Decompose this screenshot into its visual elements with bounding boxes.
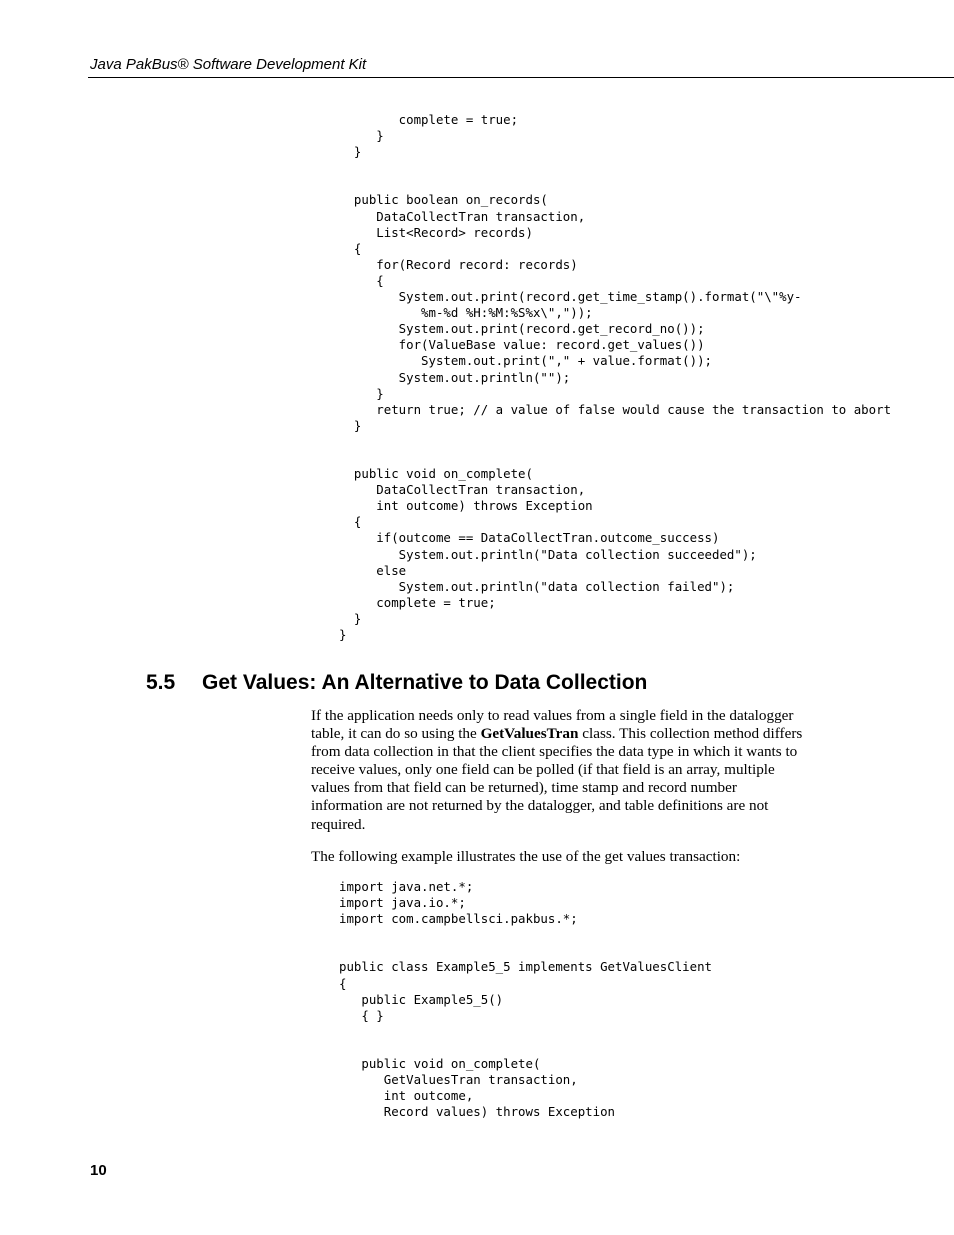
intro-paragraph	[311, 707, 811, 834]
running-header	[88, 55, 954, 78]
page-number: 10	[90, 1162, 107, 1179]
document-title: Java PakBus® Software Development Kit	[90, 56, 367, 73]
class-name-emphasis: GetValuesTran	[480, 725, 579, 743]
intro-text-before: If the application needs only to read values from a single field in the datalogger table, it can do so using the	[311, 707, 794, 743]
section-heading	[146, 671, 647, 695]
code-block-get-values: import java.net.*; import java.io.*; import com.campbellsci.pakbus.*; public class Example5_5 implements GetValuesClient { public Example5_5() { } public void on_complete( GetValuesTran transaction, int outcome, Record values) throws Exception	[339, 879, 712, 1120]
section-title: Get Values: An Alternative to Data Collection	[202, 671, 648, 694]
section-number: 5.5	[146, 671, 176, 694]
code-block-data-collection: complete = true; } } public boolean on_records( DataCollectTran transaction, List<Record> records) { for(Record record: records) { System.out.print(record.get_time_stamp().format("\"%y- %m-%d %H:%M:%S%x\",")); System.out.print(record.get_record_no()); for(ValueBase value: record.get_values()) System.out.print("," + value.format()); System.out.println(""); } return true; // a value of false would cause the transaction to abort } public void on_complete( DataCollectTran transaction, int outcome) throws Exception { if(outcome == DataCollectTran.outcome_success) System.out.println("Data collection succeeded"); else System.out.println("data collection failed"); complete = true; } }	[339, 112, 892, 642]
intro-text-after: class. This collection method differs from data collection in that the client specifies the data type in which it wants to receive values, only one field can be polled (if that field is an array, multiple values from that field can be returned), time stamp and record number information are not returned by the datalogger, and table definitions are not required.	[311, 725, 803, 833]
example-intro-paragraph: The following example illustrates the use of the get values transaction:	[311, 848, 741, 865]
